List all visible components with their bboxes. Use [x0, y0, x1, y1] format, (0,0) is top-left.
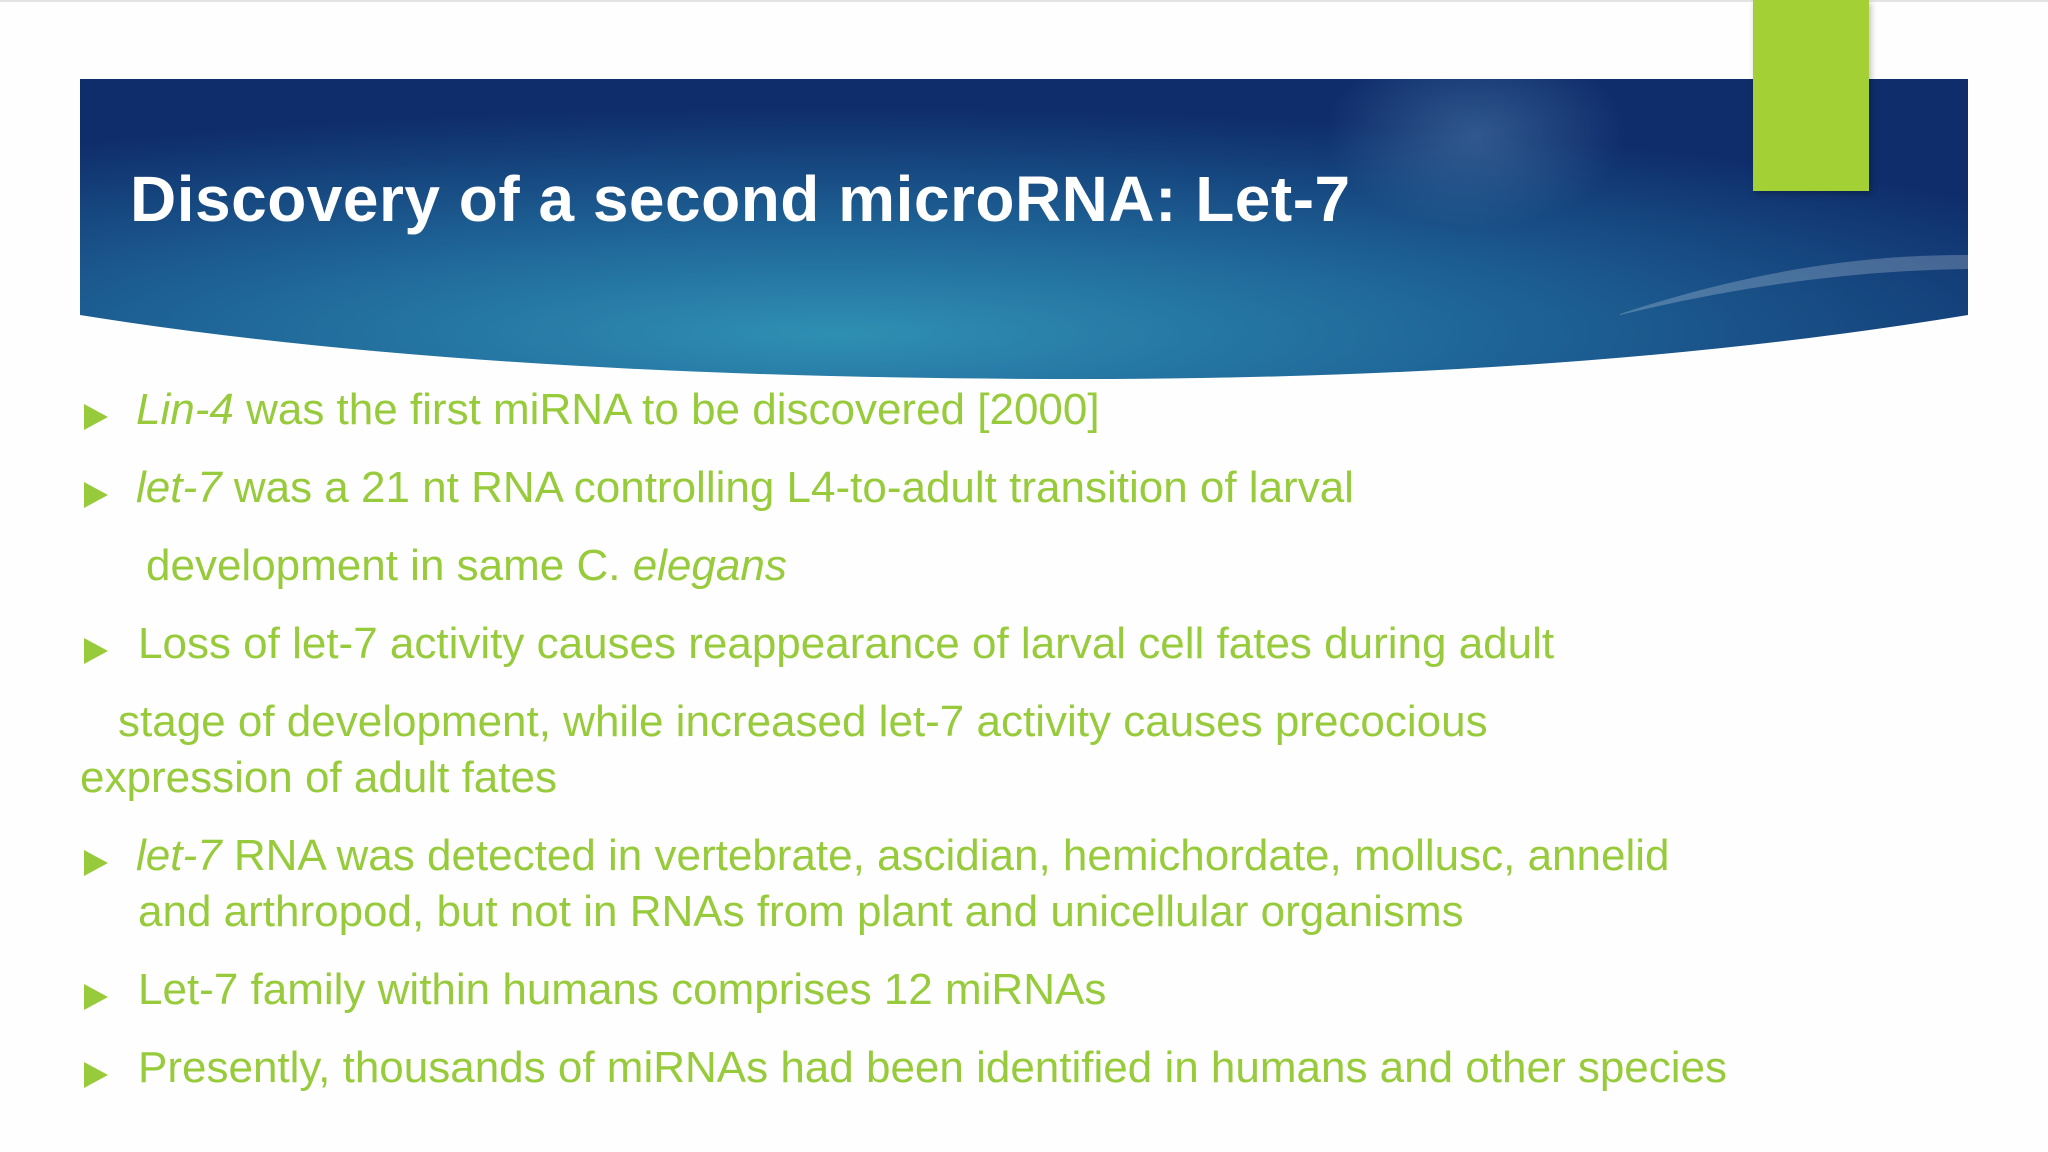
accent-bar: [1753, 0, 1869, 191]
bullet-cont-text: development in same C.: [146, 541, 633, 590]
triangle-bullet-icon: [84, 638, 108, 664]
triangle-bullet-icon: [84, 1062, 108, 1088]
triangle-bullet-icon: [84, 984, 108, 1010]
bullet-continuation-3a: stage of development, while increased let-7 activity causes precocious: [118, 697, 1488, 746]
bullet-italic-lead: let-7: [136, 463, 222, 512]
slide-title: Discovery of a second microRNA: Let-7: [130, 163, 1351, 235]
triangle-bullet-icon: [84, 482, 108, 508]
bullet-continuation-2: [146, 538, 787, 594]
triangle-bullet-icon: [84, 404, 108, 430]
bullet-text-3: Loss of let-7 activity causes reappearance of larval cell fates during adult: [138, 619, 1555, 668]
bullet-cont-italic: elegans: [632, 541, 787, 590]
bullet-text-2: [136, 460, 1354, 516]
bullet-text-4: [136, 828, 1669, 884]
bullet-italic-lead: let-7: [136, 831, 222, 880]
bullet-text-6: Presently, thousands of miRNAs had been identified in humans and other species: [138, 1043, 1728, 1092]
bullet-text: RNA was detected in vertebrate, ascidian, hemichordate, mollusc, annelid: [221, 831, 1670, 880]
top-border: [0, 0, 2048, 2]
bullet-continuation-3b: expression of adult fates: [80, 753, 557, 802]
bullet-text: was the first miRNA to be discovered [2000]: [233, 385, 1100, 434]
bullet-italic-lead: Lin-4: [136, 385, 234, 434]
bullet-text-1: [136, 382, 1100, 438]
bullet-text-5: Let-7 family within humans comprises 12 miRNAs: [138, 965, 1107, 1014]
bullet-text: was a 21 nt RNA controlling L4-to-adult transition of larval: [221, 463, 1354, 512]
triangle-bullet-icon: [84, 850, 108, 876]
bullet-continuation-4: and arthropod, but not in RNAs from plant and unicellular organisms: [138, 887, 1464, 936]
